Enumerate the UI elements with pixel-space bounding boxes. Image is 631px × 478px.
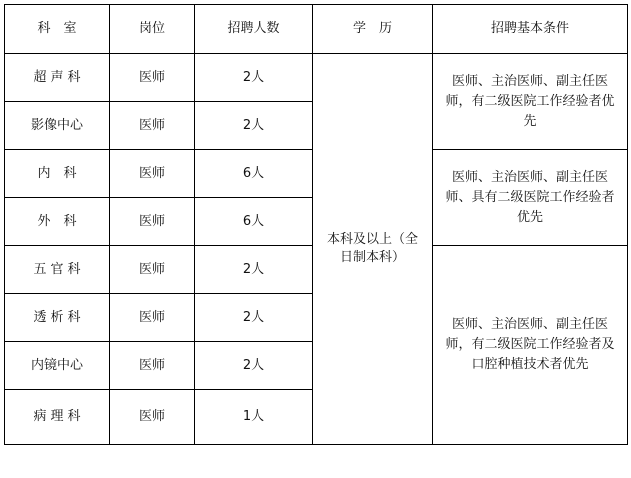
position-cell: 医师 bbox=[110, 198, 195, 246]
department-cell: 透析科 bbox=[5, 294, 110, 342]
header-position: 岗位 bbox=[110, 5, 195, 54]
position-cell: 医师 bbox=[110, 294, 195, 342]
table-row bbox=[5, 54, 628, 102]
position-cell: 医师 bbox=[110, 390, 195, 445]
conditions-cell: 医师、主治医师、副主任医师，有二级医院工作经验者及口腔种植技术者优先 bbox=[433, 246, 628, 445]
position-cell: 医师 bbox=[110, 246, 195, 294]
header-row bbox=[5, 5, 628, 54]
education-cell: 本科及以上（全日制本科） bbox=[313, 54, 433, 445]
header-education: 学 历 bbox=[313, 5, 433, 54]
header-count: 招聘人数 bbox=[195, 5, 313, 54]
count-cell: 6人 bbox=[195, 150, 313, 198]
department-cell: 病理科 bbox=[5, 390, 110, 445]
position-cell: 医师 bbox=[110, 150, 195, 198]
position-cell: 医师 bbox=[110, 54, 195, 102]
position-cell: 医师 bbox=[110, 102, 195, 150]
count-cell: 2人 bbox=[195, 246, 313, 294]
header-conditions: 招聘基本条件 bbox=[433, 5, 628, 54]
header-department: 科 室 bbox=[5, 5, 110, 54]
department-cell: 超声科 bbox=[5, 54, 110, 102]
count-cell: 2人 bbox=[195, 102, 313, 150]
department-cell: 影像中心 bbox=[5, 102, 110, 150]
count-cell: 2人 bbox=[195, 54, 313, 102]
position-cell: 医师 bbox=[110, 342, 195, 390]
count-cell: 6人 bbox=[195, 198, 313, 246]
count-cell: 2人 bbox=[195, 294, 313, 342]
conditions-cell: 医师、主治医师、副主任医师、具有二级医院工作经验者优先 bbox=[433, 150, 628, 246]
department-cell: 五官科 bbox=[5, 246, 110, 294]
department-cell: 外 科 bbox=[5, 198, 110, 246]
department-cell: 内 科 bbox=[5, 150, 110, 198]
count-cell: 1人 bbox=[195, 390, 313, 445]
conditions-cell: 医师、主治医师、副主任医师，有二级医院工作经验者优先 bbox=[433, 54, 628, 150]
recruitment-table bbox=[4, 4, 628, 445]
department-cell: 内镜中心 bbox=[5, 342, 110, 390]
count-cell: 2人 bbox=[195, 342, 313, 390]
